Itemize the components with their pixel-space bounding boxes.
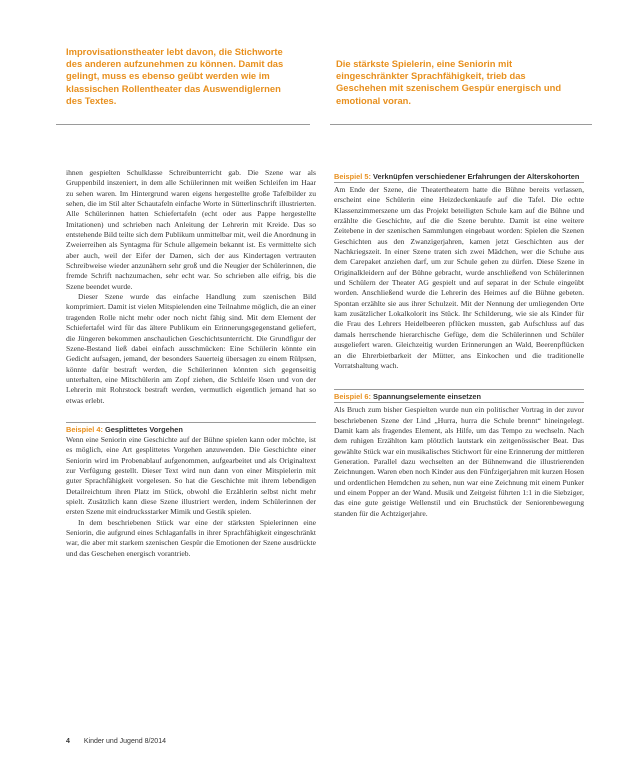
box-heading-text: Gesplittetes Vorgehen (105, 424, 183, 434)
publication-name: Kinder und Jugend 8/2014 (83, 738, 166, 745)
page-number: 4 (66, 738, 70, 745)
top-rule-left (56, 124, 310, 125)
pull-quote-left: Improvisationstheater lebt davon, die Stichworte des anderen aufzunehmen zu können. Damit das gelingt, muss es ebenso geübt werden wie im klassischen Rollentheater das Auswendiglernen des Textes. (66, 46, 284, 106)
top-rule-right (330, 124, 592, 125)
example-box-5 (334, 170, 584, 371)
pull-quote-right: Die stärkste Spielerin, eine Seniorin mit eingeschränkter Sprachfähigkeit, trieb das Geschehen mit szenischem Gespür energisch und emotional voran. (336, 58, 562, 106)
box-heading (334, 392, 584, 402)
page-footer (66, 738, 166, 745)
right-column (334, 170, 584, 519)
box-divider (66, 422, 316, 423)
example-box-4 (66, 420, 316, 559)
box-paragraph: In dem beschriebenen Stück war eine der stärksten Spielerinnen eine Seniorin, die aufgrund eines Schlaganfalls in ihrer Sprachfähigkeit eingeschränkt war, die aber mit starkem szenischen Gespür die Emotionen der Szene ausdrückte und das Geschehen energisch vorantrieb. (66, 517, 316, 558)
box-paragraph: Als Bruch zum bisher Gespielten wurde nun ein politischer Vortrag in der zuvor beschriebenen Szene der Lind „Hurra, hurra die Schule brennt“ hineingelegt. Damit kam als fragendes Element, als Hilfe, um das Tempo zu wechseln. Nach dem ruhigen Erzählton kam plötzlich lautstark ein zeitgenössischer Beat. Das gewählte Stück war ein musikalisches Stichwort für eine Erinnerung der mittleren Generation. Parallel dazu wechselten an der Bühnenwand die illustrierenden Zeichnungen. Waren eben noch Kinder aus den Fünfzigerjahren mit kurzen Hosen und ordentlichen Hemdchen zu sehen, nun war eine Zeichnung mit einem Punker und einem Popper an der Wand. Musik und Zeitgeist führten 1:1 in die Siebziger, das eine gute geistige Wellenstil und ein Bruchstück der Seniorenbewegung standen für die Achtzigerjahre. (334, 405, 584, 518)
box-heading (334, 172, 584, 182)
example-box-6 (334, 387, 584, 519)
left-column (66, 168, 316, 559)
box-heading (66, 425, 316, 435)
body-paragraph: ihnen gespielten Schulklasse Schreibunterricht gab. Die Szene war als Gruppenbild inszeniert, in dem alle Schülerinnen mit weißen Schleifen im Haar zu sehen waren. Im Hintergrund waren eigens hergestellte große Tafelbilder zu sehen, die im Stil alter Schautafeln einfache Worte in Sütterlinschrift illustrierten. Alle Schülerinnen hatten Schiefertafeln (echt oder aus Pappe hergestellte Imitationen) und schrieben nach Anleitung der Lehrerin mit Kreide. Das so entstehende Bild teilte sich dem Publikum unmittelbar mit, weil die Anordnung in Zweierreihen als Syntagma für Schule allgemein bekannt ist. Es vermittelte sich aber auch, weil der Eifer der Damen, sich der aus Kindertagen vertrauten Schreibweise wieder anzunähern sehr groß und die Neugier der Schülerinnen, die fremde Schrift nachzumachen, sehr echt war. So schrieben alle eifrig, bis die Szene beendet wurde. (66, 168, 316, 291)
box-divider (334, 182, 584, 183)
box-heading-text: Spannungselemente einsetzen (373, 392, 482, 402)
box-divider (334, 402, 584, 403)
box-divider (334, 389, 584, 390)
body-paragraph: Dieser Szene wurde das einfache Handlung zum szenischen Bild komprimiert. Damit ist vielen Mitspielenden eine Teilnahme möglich, die an einer tragenden Rolle nicht mehr oder noch nicht fähig sind. Mit dem Element der Schiefertafel wird für das ältere Publikum ein Erinnerungsgegenstand geliefert, die Jüngeren bekommen anschaulichen Geschichtsunterricht. Die Grundfigur der Szene-Bestand ließ dabei einfach ausschmücken: Eine Schülerin könnte ein Gedicht aufsagen, jemand, der besonders Sauerteig übersagen zu einem Rülpsen, könnte dafür bestraft werden, die Schülerinnen könnten sich gegenseitig unterhalten, eine Mitschülerin am Zopf ziehen, die Schleife lösen und von der Lehrerin mit Rohrstock bestraft werden, vermutlich eigentlich jemand hat so etwas erlebt. (66, 292, 316, 405)
box-heading-text: Verknüpfen verschiedener Erfahrungen der Alterskohorten (373, 172, 580, 181)
box-heading-label: Beispiel 6: (334, 392, 371, 402)
box-paragraph: Am Ende der Szene, die Theatertheatern hatte die Bühne bereits verlassen, erscheint eine Schülerin eine Heizdeckenkaufe auf die Tafel. Die echte Klassenzimmerszene um das Projekt beteiligten Schule kam auf die Bühne und erzählte die Geschichte, auf die die Szene beruhte. Damit ist eine weitere Zeitebene in der szenischen Sammlungen eingebaut worden: Spielen die Szenen Geschichten aus den Zwanzigerjahren, kamen jetzt Geschichten aus der Nachkriegszeit. In einer Szene traten sich zwei Mädchen, wer die Schuhe aus dem Carepaket anziehen darf, um zur Schule gehen zu dürfen. Diese Szene in Originalkleidern auf der Bühne gebracht, wurde anschließend von Schülerinnen und Schülern der Theater AG gespielt und auf separat in der Schule eingeübt worden. Anschließend wurde die Lehrerin des Heimes auf die Bühne gebeten. Spontan erzählte sie aus ihrer Schulzeit. Mit der Nennung der umliegenden Orte kam zusätzlicher Lokalkolorit ins Stück. Ihr Schilderung, wie sie als Kinder für die Frau des Lehrers Heidelbeeren pflücken mussten, gab Aufschluss auf das damals herrschende hierarchische Gefüge, dem die Schülerinnen und Schüler ausgeliefert waren. Gleichzeitig wurden Erinnerungen an Wald, Beerenpflücken an die Ehrerbietbarkeit der Mütter, ans Einkochen und die traditionelle Vorratshaltung wach. (334, 185, 584, 370)
box-heading-label: Beispiel 4: (66, 424, 103, 434)
box-heading-label: Beispiel 5: (334, 172, 371, 181)
box-paragraph: Wenn eine Seniorin eine Geschichte auf der Bühne spielen kann oder möchte, ist es möglich, eine Art gesplittetes Vorgehen anzuwenden. Die Geschichte einer Seniorin wird im Probenablauf aufgenommen, aufgearbeitet und als Originaltext zur Verfügung gestellt. Dieser Text wird nun dann von einer Mitspielerin mit guter Sprachfähigkeit vorgelesen. So hat die Geschichte mit ihrem lebendigen Detailreichtum ihren Platz im Stück, obwohl die Erzählerin selbst nicht mehr spielt. Zusätzlich kann diese Szene illustriert werden, indem Schülerinnen der ersten Szene mit eindrucksstarker Mimik und Gestik spielen. (66, 434, 316, 517)
